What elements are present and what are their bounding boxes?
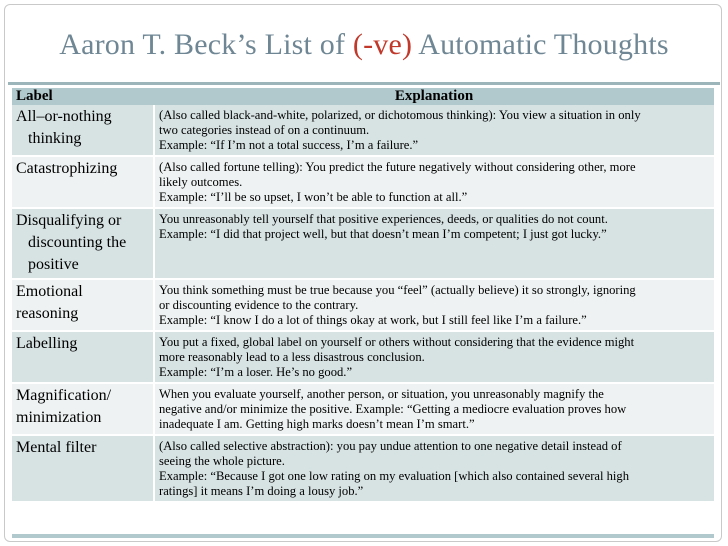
table-row bbox=[12, 383, 714, 435]
label-line: Mental filter bbox=[16, 439, 97, 456]
slide-title bbox=[0, 28, 728, 62]
row-explanation bbox=[154, 208, 714, 279]
explanation-line: You put a fixed, global label on yourself or others without considering that the evidence might bbox=[159, 335, 635, 349]
row-explanation bbox=[154, 156, 714, 208]
automatic-thoughts-table bbox=[12, 88, 714, 503]
header-label: Label bbox=[12, 88, 154, 105]
table-body bbox=[12, 105, 714, 502]
explanation-line: Example: “I did that project well, but that doesn’t mean I’m competent; I just got lucky.” bbox=[159, 227, 607, 241]
explanation-line: Example: “If I’m not a total success, I’m a failure.” bbox=[159, 138, 419, 152]
explanation-line: Example: “Because I got one low rating on my evaluation [which also contained several high bbox=[159, 469, 630, 483]
label-line: discounting the bbox=[28, 234, 127, 251]
table-row bbox=[12, 156, 714, 208]
title-divider bbox=[8, 82, 720, 85]
title-highlight: (-ve) bbox=[352, 28, 413, 61]
explanation-line: You unreasonably tell yourself that positive experiences, deeds, or qualities do not count. bbox=[159, 212, 608, 226]
row-label bbox=[12, 435, 154, 502]
label-line: Magnification/ bbox=[16, 387, 112, 404]
label-line: thinking bbox=[28, 130, 82, 147]
label-line: Disqualifying or bbox=[16, 212, 122, 229]
table-row bbox=[12, 105, 714, 156]
row-explanation bbox=[154, 383, 714, 435]
explanation-line: more reasonably lead to a less disastrous conclusion. bbox=[159, 350, 425, 364]
explanation-line: ratings] it means I’m doing a lousy job.” bbox=[159, 484, 364, 498]
table-row bbox=[12, 208, 714, 279]
table-row bbox=[12, 435, 714, 502]
explanation-line: (Also called selective abstraction): you pay undue attention to one negative detail instead of bbox=[159, 439, 622, 453]
row-label bbox=[12, 279, 154, 331]
label-line: minimization bbox=[16, 409, 102, 426]
explanation-line: You think something must be true because you “feel” (actually believe) it so strongly, ignoring bbox=[159, 283, 636, 297]
row-label bbox=[12, 383, 154, 435]
explanation-line: likely outcomes. bbox=[159, 175, 243, 189]
bottom-bar bbox=[12, 534, 714, 538]
explanation-line: negative and/or minimize the positive. Example: “Getting a mediocre evaluation proves how bbox=[159, 402, 627, 416]
explanation-line: seeing the whole picture. bbox=[159, 454, 285, 468]
explanation-line: (Also called black-and-white, polarized, or dichotomous thinking): You view a situation in only bbox=[159, 108, 641, 122]
label-line: All–or-nothing bbox=[16, 108, 112, 125]
title-after: Automatic Thoughts bbox=[412, 28, 669, 61]
explanation-line: Example: “I’ll be so upset, I won’t be able to function at all.” bbox=[159, 190, 468, 204]
row-explanation bbox=[154, 105, 714, 156]
table-row bbox=[12, 331, 714, 383]
table-row bbox=[12, 279, 714, 331]
row-label bbox=[12, 331, 154, 383]
label-line: reasoning bbox=[16, 305, 79, 322]
table-header-row bbox=[12, 88, 714, 105]
explanation-line: two categories instead of on a continuum. bbox=[159, 123, 370, 137]
explanation-line: inadequate I am. Getting high marks doesn’t mean I’m smart.” bbox=[159, 417, 475, 431]
row-label bbox=[12, 208, 154, 279]
label-line: Emotional bbox=[16, 283, 83, 300]
row-label bbox=[12, 105, 154, 156]
explanation-line: Example: “I’m a loser. He’s no good.” bbox=[159, 365, 353, 379]
row-explanation bbox=[154, 435, 714, 502]
title-before: Aaron T. Beck’s List of bbox=[59, 28, 353, 61]
header-explanation: Explanation bbox=[154, 88, 714, 105]
label-line: Catastrophizing bbox=[16, 160, 118, 177]
label-line: Labelling bbox=[16, 335, 78, 352]
row-explanation bbox=[154, 279, 714, 331]
label-line: positive bbox=[28, 256, 79, 273]
explanation-line: Example: “I know I do a lot of things okay at work, but I still feel like I’m a failure.” bbox=[159, 313, 587, 327]
explanation-line: When you evaluate yourself, another person, or situation, you unreasonably magnify the bbox=[159, 387, 604, 401]
row-explanation bbox=[154, 331, 714, 383]
explanation-line: or discounting evidence to the contrary. bbox=[159, 298, 359, 312]
row-label bbox=[12, 156, 154, 208]
explanation-line: (Also called fortune telling): You predict the future negatively without considering other, more bbox=[159, 160, 636, 174]
